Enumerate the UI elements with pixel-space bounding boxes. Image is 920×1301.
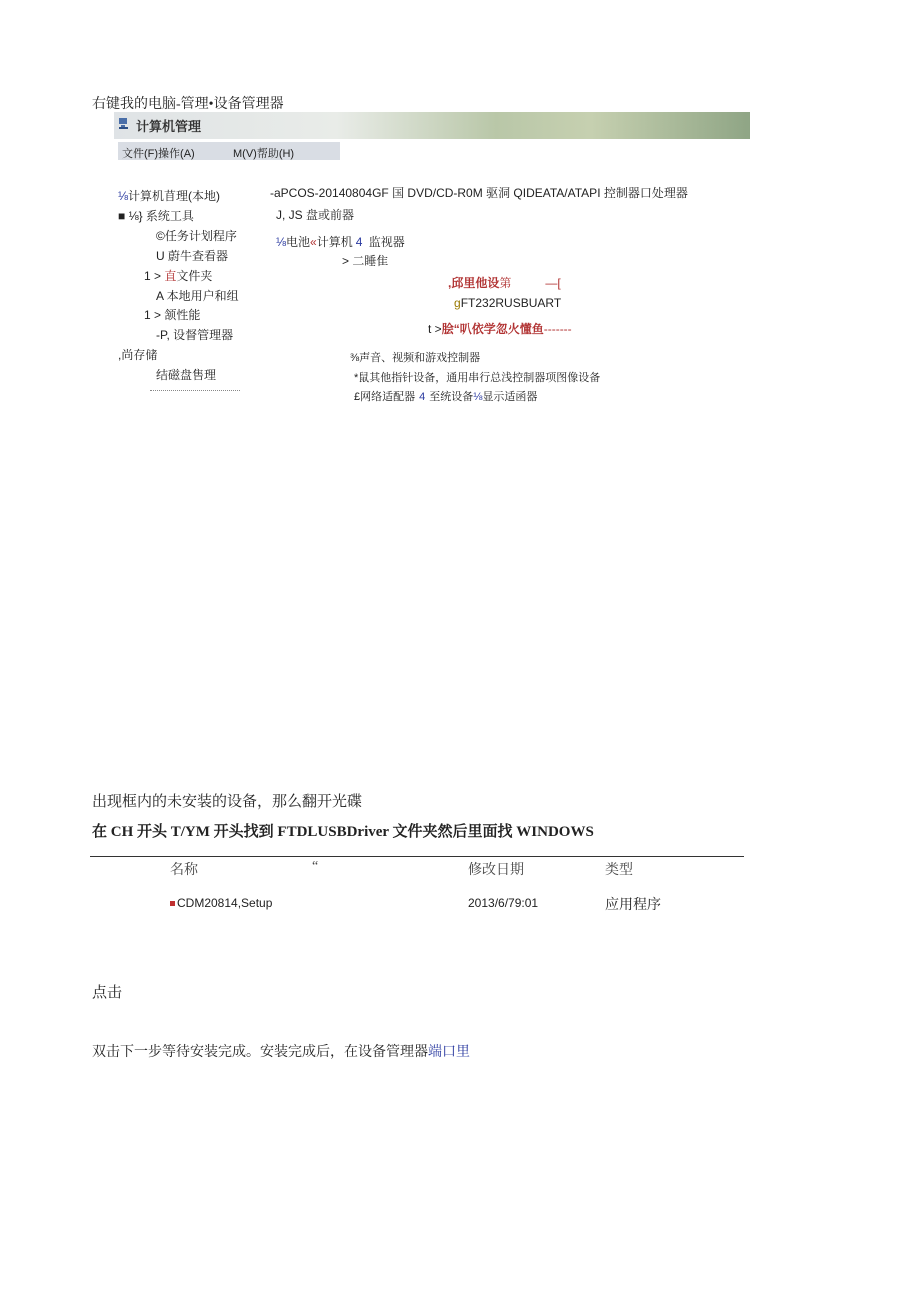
file-header-type[interactable]: 类型 [605,863,633,878]
device-line-battery[interactable] [276,233,405,250]
tree-device-manager[interactable]: -P, 设督管理器 [156,328,234,342]
display-adapter-icon: ⅛ [473,391,483,403]
tree-performance[interactable]: 1 > 颔性能 [144,308,201,322]
device-line-sound[interactable]: ⅜声音、视频和游戏控制器 [350,352,481,364]
ports-link-text: 端口里 [428,1045,470,1060]
window-title: 计算机管理 [136,119,202,134]
device-line-network-system-display[interactable] [354,388,537,404]
tree-root-icon: ⅛ [118,189,129,203]
device-line-ft232[interactable] [454,296,561,310]
file-name: CDM20814,Setup [177,896,273,910]
ports-expand-arrow: t > [428,322,442,336]
other-devices-label: ,邱里他设 [448,276,500,290]
monitor-label: 监视器 [365,235,405,249]
tree-system-tools[interactable]: ■ ⅛} 系统工具 [118,209,194,223]
battery-label: 电池 [286,235,311,249]
paragraph-click: 点击 [92,984,123,1001]
tree-root[interactable] [118,187,220,204]
system-devices-icon: 4 [419,391,426,403]
device-line-keyboard[interactable]: > 二睡隹 [342,254,389,268]
intro-text: 右键我的电脑-管理•设备管理器 [92,97,284,112]
ports-label: 脍“叭依学忽火懂鱼 [441,322,544,336]
paragraph-find-driver: 在 CH 开头 T/YM 开头找到 FTDLUSBDriver 文件夹然后里面找 WINDOWS [92,824,594,840]
display-adapter-label: 显示适函器 [482,391,538,403]
window-titlebar [114,112,750,139]
file-date: 2013/6/79:01 [468,896,539,910]
tree-expand-arrow: 1 > [144,269,165,283]
device-line-mouse-usb-imaging[interactable]: *鼠其他指针设备，通用串行总浅控制器项图像设备 [354,372,601,384]
computer-management-icon [118,117,130,131]
installer-icon [170,901,175,906]
device-line-other-devices[interactable] [448,274,561,291]
tree-cut-off-line [150,389,240,392]
file-table-rule [90,856,744,857]
warning-device-icon: g [454,296,461,310]
device-line-computer[interactable]: -aPCOS-20140804GF 国 DVD/CD-R0M 驱洞 QIDEATA/ATAPI 控制器口处理器 [270,186,688,200]
paragraph-uninstalled-device: 出现框内的未安装的设备，那么翻开光碟 [92,793,363,810]
menu-view-help[interactable]: M(V)帮助(H) [233,148,295,160]
file-row-setup[interactable] [170,896,272,910]
tree-event-viewer[interactable]: U 蔚牛查看器 [156,249,229,263]
computer-label: 计算机 [316,235,353,249]
device-line-disk[interactable]: J, JS 盘或前器 [276,208,355,222]
system-devices-label: 至统设备 [429,391,474,403]
tree-storage[interactable]: ,尚存储 [118,348,158,362]
tree-root-label: 计算机苜理(本地) [128,189,221,203]
battery-icon: ⅛ [276,235,287,249]
file-type: 应用程序 [605,898,661,913]
device-line-ports[interactable] [428,320,572,337]
tree-shared-folders-label: 文件夹 [176,269,213,283]
network-adapter-label: £网络适配器 [354,391,416,403]
other-devices-bracket: —[ [545,276,561,290]
menu-bar [118,142,340,160]
file-header-name[interactable]: 名称 [170,863,198,878]
tree-shared-folders[interactable] [144,267,212,284]
paragraph-install-complete [92,1041,470,1061]
ports-dashes: ------- [543,322,572,336]
ft232-label: FT232RUSBUART [460,296,562,310]
file-header-date[interactable]: 修改日期 [468,863,524,878]
other-devices-suffix: 第 [499,276,512,290]
menu-file-action[interactable]: 文件(F)操作(A) [122,148,195,160]
tree-disk-management[interactable]: 结磁盘售理 [156,368,217,382]
file-header-separator: “ [312,859,319,874]
tree-task-scheduler[interactable]: ©任务计划程序 [156,229,237,243]
tree-local-users[interactable]: A 本地用户和组 [156,289,239,303]
monitor-icon: 4 [355,235,363,249]
install-complete-text: 双击下一步等待安装完成。安装完成后，在设备管理器 [92,1045,428,1060]
tree-shared-folders-icon-text: 直 [164,269,177,283]
computer-icon: « [310,235,317,249]
